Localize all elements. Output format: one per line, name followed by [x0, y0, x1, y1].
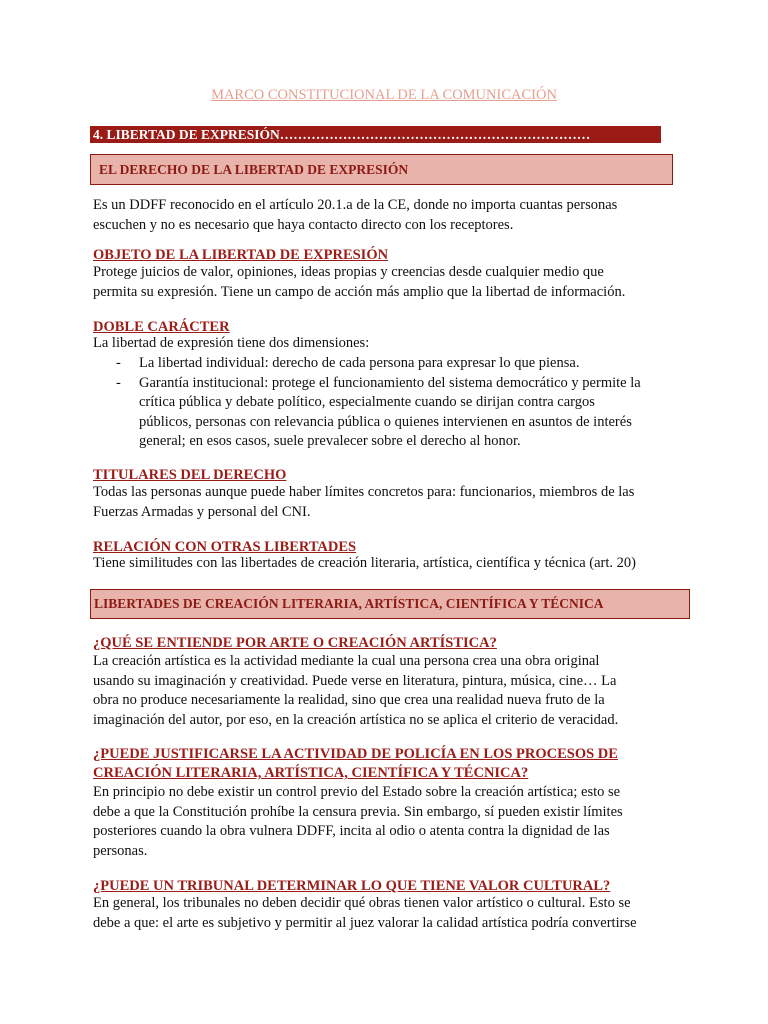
- text-line: obra no produce necesariamente la realidad, sino que crea una realidad nueva fruto de la: [93, 692, 605, 708]
- list-item: [93, 374, 683, 452]
- text-line: escuchen y no es necesario que haya contacto directo con los receptores.: [93, 216, 514, 233]
- text-line: La libertad individual: derecho de cada persona para expresar lo que piensa.: [139, 355, 580, 371]
- text-line: imaginación del autor, por eso, en la creación artística no se aplica el criterio de veracidad.: [93, 711, 619, 728]
- heading-policia: [93, 745, 618, 783]
- subsection-header-box: [90, 589, 690, 619]
- text-line: usando su imaginación y creatividad. Puede verse en literatura, pintura, música, cine… La: [93, 672, 617, 689]
- bullet-dash: -: [116, 355, 121, 371]
- paragraph-tribunal: [93, 894, 683, 933]
- page-title: MARCO CONSTITUCIONAL DE LA COMUNICACIÓN: [211, 87, 557, 103]
- paragraph-objeto: [93, 263, 683, 302]
- text-line: ¿PUEDE JUSTIFICARSE LA ACTIVIDAD DE POLICÍA EN LOS PROCESOS DE: [93, 746, 618, 762]
- list-item-text: [139, 374, 683, 452]
- bullet-list: [93, 354, 683, 452]
- text-line: debe a que la Constitución prohíbe la censura previa. Sin embargo, sí pueden existir límites: [93, 803, 623, 820]
- text-line: Fuerzas Armadas y personal del CNI.: [93, 503, 311, 520]
- paragraph-policia: [93, 783, 683, 861]
- text-line: general; en esos casos, suele prevalecer sobre el derecho al honor.: [139, 433, 521, 449]
- heading-arte: ¿QUÉ SE ENTIENDE POR ARTE O CREACIÓN ARTÍSTICA?: [93, 635, 497, 651]
- heading-tribunal: ¿PUEDE UN TRIBUNAL DETERMINAR LO QUE TIENE VALOR CULTURAL?: [93, 878, 611, 894]
- text-line: En general, los tribunales no deben decidir qué obras tienen valor artístico o cultural. Esto se: [93, 895, 631, 911]
- subsection-header-box: [90, 154, 673, 185]
- list-item: [93, 354, 683, 374]
- paragraph-doble-caracter: [93, 334, 683, 354]
- text-line: En principio no debe existir un control previo del Estado sobre la creación artística; esto se: [93, 784, 621, 800]
- paragraph-arte: [93, 652, 683, 730]
- heading-objeto: OBJETO DE LA LIBERTAD DE EXPRESIÓN: [93, 247, 389, 263]
- list-item-text: [139, 354, 683, 374]
- text-line: Garantía institucional: protege el funcionamiento del sistema democrático y permite la: [139, 374, 641, 391]
- text-line: La creación artística es la actividad mediante la cual una persona crea una obra original: [93, 653, 600, 669]
- text-line: CREACIÓN LITERARIA, ARTÍSTICA, CIENTÍFICA Y TÉCNICA?: [93, 765, 529, 781]
- text-line: Protege juicios de valor, opiniones, ideas propias y creencias desde cualquier medio que: [93, 264, 604, 280]
- text-line: públicos, personas con relevancia pública o quienes intervienen en asuntos de interés: [139, 413, 632, 430]
- subsection-header-title: EL DERECHO DE LA LIBERTAD DE EXPRESIÓN: [99, 161, 409, 177]
- section-banner: 4. LIBERTAD DE EXPRESIÓN……………………………………………………………: [90, 126, 661, 143]
- text-line: crítica pública y debate político, especialmente cuando se dirijan contra cargos: [139, 394, 595, 410]
- heading-doble-caracter: DOBLE CARÁCTER: [93, 319, 230, 335]
- heading-relacion: RELACIÓN CON OTRAS LIBERTADES: [93, 539, 357, 555]
- text-line: Todas las personas aunque puede haber límites concretos para: funcionarios, miembros de las: [93, 484, 635, 500]
- text-line: Es un DDFF reconocido en el artículo 20.1.a de la CE, donde no importa cuantas personas: [93, 197, 618, 213]
- text-line: permita su expresión. Tiene un campo de acción más amplio que la libertad de información.: [93, 283, 626, 300]
- text-line: debe a que: el arte es subjetivo y permitir al juez valorar la calidad artística podría convertirse: [93, 914, 637, 931]
- paragraph-relacion: [93, 554, 683, 574]
- subsection-header-title: LIBERTADES DE CREACIÓN LITERARIA, ARTÍSTICA, CIENTÍFICA Y TÉCNICA: [94, 596, 604, 611]
- bullet-dash: -: [116, 374, 121, 391]
- heading-titulares: TITULARES DEL DERECHO: [93, 467, 287, 483]
- intro-paragraph: [93, 196, 683, 235]
- text-line: posteriores cuando la obra vulnera DDFF, incita al odio o atenta contra la dignidad de las: [93, 823, 610, 839]
- paragraph-titulares: [93, 483, 683, 522]
- text-line: La libertad de expresión tiene dos dimensiones:: [93, 335, 370, 351]
- text-line: Tiene similitudes con las libertades de creación literaria, artística, científica y técnica (art. 20): [93, 555, 636, 571]
- text-line: personas.: [93, 842, 148, 859]
